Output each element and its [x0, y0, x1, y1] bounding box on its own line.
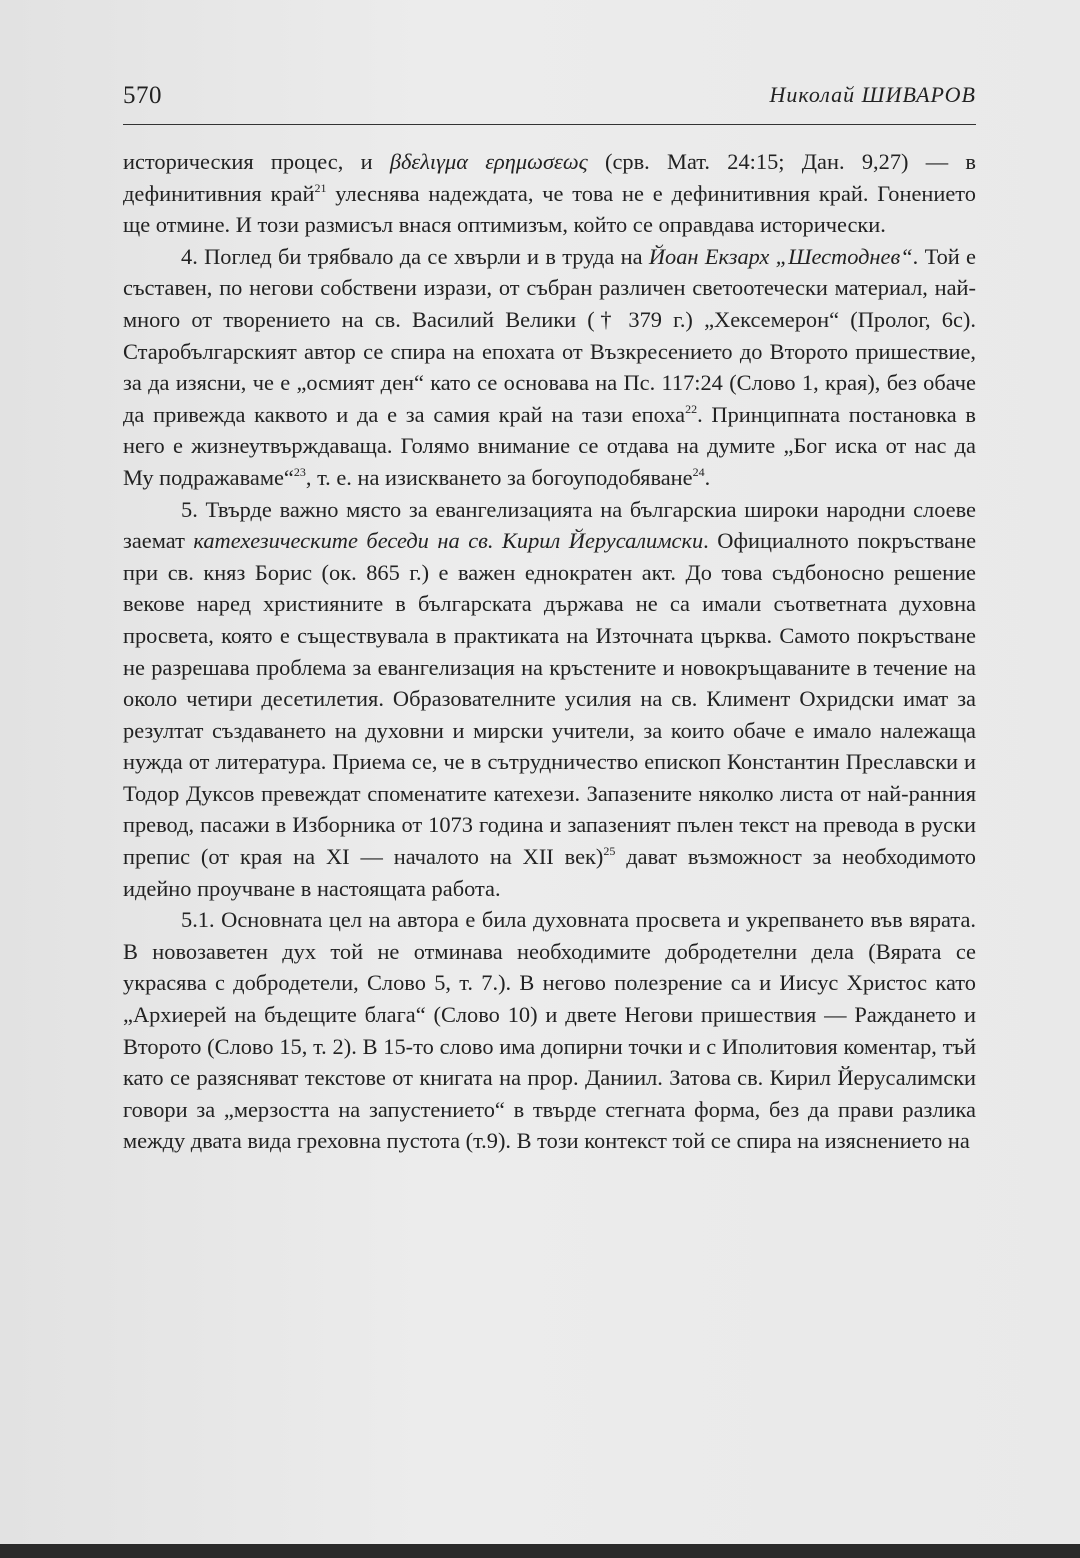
page-header	[123, 82, 976, 122]
text-run: дават възможност за необходимото идейно проучване в настоящата работа.	[123, 844, 976, 901]
text-run: .	[704, 464, 711, 490]
italic-text: Йоан Екзарх „Шестоднев“	[648, 243, 913, 269]
italic-text: катехезическите беседи на св. Кирил Йерусалимски	[193, 528, 704, 554]
text-run: . Официалното покръстване при св. княз Борис (ок. 865 г.) е важен еднократен акт. До това съдбоносно решение векове наред християните в българската държава не са имали съответната духовна просвета, която е съществувала в практиката на Източната църква. Самото покръстване не разрешава проблема за евангелизация на кръстените и новокръщаваните в течение на около четири десетилетия. Образователните усилия на св. Климент Охридски имат за резултат създаването на духовни и мирски учители, за които обаче е имало належаща нужда от литература. Приема се, че в сътрудничество епископ Константин Преславски и Тодор Дуксов превеждат споменатите катехези. Запазените няколко листа от най-ранния превод, пасажи в Изборника от 1073 година и запазеният пълен текст на превода в руски препис (от края на XI — началото на XII век)	[123, 528, 977, 870]
paragraph	[123, 146, 976, 241]
footnote-ref: 24	[692, 464, 705, 479]
footnote-ref: 22	[685, 401, 698, 416]
scan-bottom-edge	[0, 1544, 1080, 1558]
text-run: 5. Твърде важно място за евангелизацията на българскиа широки народни слоеве заемат	[123, 496, 976, 554]
text-run: . Той е съставен, по негови собствени изрази, от събран различен светоотечески материал, най-много от творението на св. Василий Велики († 379 г.) „Хексемерон“ (Пролог, 6с). Старобългарският автор се спира на епохата от Възкресението до Второто пришествие, за да изясни, че е „осмият ден“ като се основава на Пс. 117:24 (Слово 1, края), без обаче да привежда каквото и да е за самия край на тази епоха	[123, 243, 976, 427]
italic-text: βδελιγμα ερημωσεως	[389, 149, 588, 174]
text-run: улеснява надеждата, че това не е дефинитивния край. Гонението ще отмине. И този размисъл внася оптимизъм, който се оправдава исторически.	[123, 180, 976, 238]
text-run: . Принципната постановка в него е жизнеутвърждаваща. Голямо внимание се отдава на думите „Бог иска от нас да Му подражаваме“	[123, 401, 976, 490]
text-run: историческия процес, и	[123, 149, 390, 174]
header-rule	[123, 124, 976, 125]
text-run: (срв. Мат. 24:15; Дан. 9,27) — в дефинитивния край	[123, 149, 977, 206]
footnote-ref: 23	[293, 464, 306, 479]
body-text	[123, 146, 976, 1157]
text-run: 4. Поглед би трябвало да се хвърли и в труда на	[181, 243, 649, 269]
footnote-ref: 25	[603, 844, 616, 859]
page-number: 570	[123, 82, 162, 109]
paragraph	[123, 241, 976, 494]
paragraph	[123, 494, 976, 905]
text-run: , т. е. на изискването за богоуподобяване	[305, 464, 693, 490]
running-head-author: Николай ШИВАРОВ	[769, 82, 976, 107]
paragraph	[123, 904, 976, 1157]
text-run: 5.1. Основната цел на автора е била духовната просвета и укрепването във вярата. В новозаветен дух той не отминава необходимите добродетелни дела (Вярата се украсява с добродетели, Слово 5, т. 7.). В негово полезрение са и Иисус Христос като „Архиерей на бъдещите блага“ (Слово 10) и двете Негови пришествия — Раждането и Второто (Слово 15, т. 2). В 15-то слово има допирни точки и с Иполитовия коментар, тъй като се разясняват текстове от книгата на прор. Даниил. Затова св. Кирил Йерусалимски говори за „мерзостта на запустението“ в твърде стегната форма, без да прави разлика между двата вида греховна пустота (т.9). В този контекст той се спира на изяснението на	[123, 907, 976, 1154]
footnote-ref: 21	[314, 180, 327, 195]
